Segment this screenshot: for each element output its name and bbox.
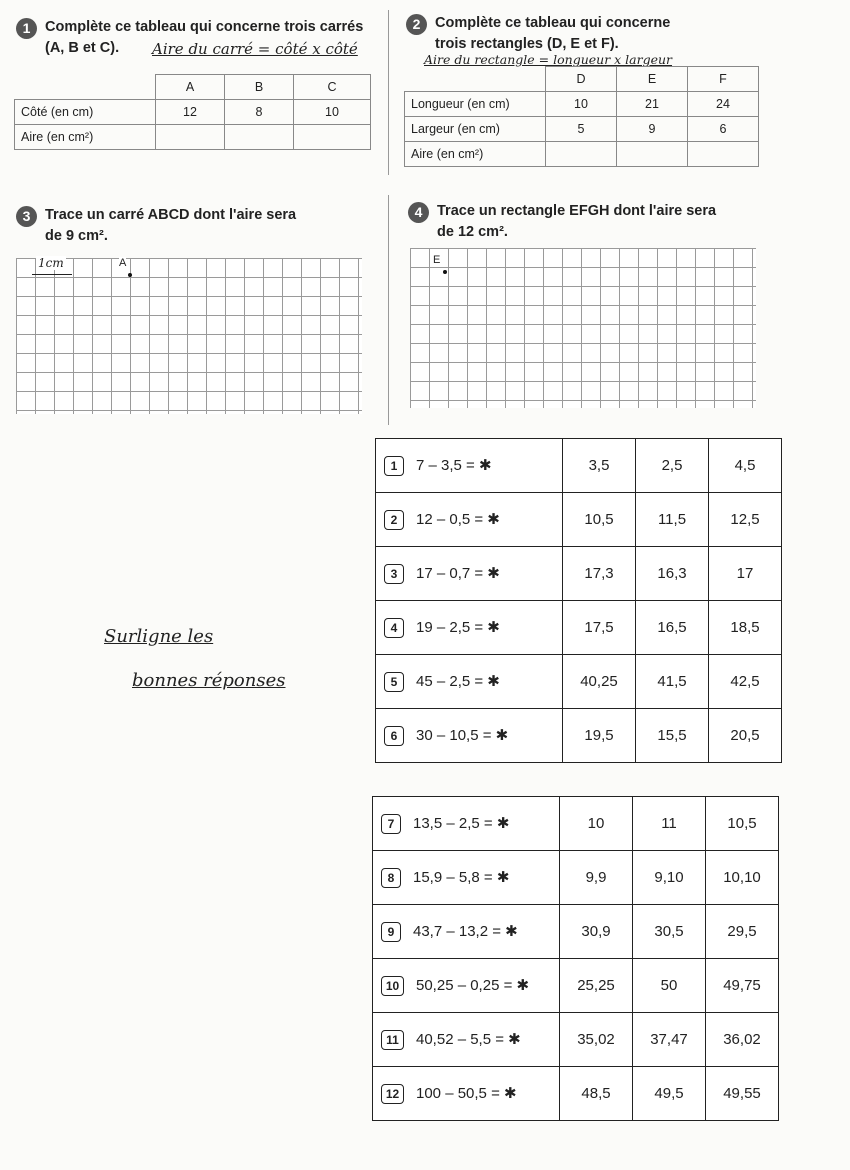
ex3-drawing-grid[interactable] (16, 258, 362, 414)
quiz-number-box: 5 (384, 672, 404, 692)
quiz-answer-choice[interactable]: 37,47 (633, 1013, 706, 1067)
quiz-answer-choice[interactable]: 42,5 (709, 655, 782, 709)
ex2-answer-cell[interactable] (688, 142, 759, 167)
ex3-title (16, 206, 376, 245)
ex4-title-line2: de 12 cm². (437, 224, 508, 240)
quiz-answer-choice[interactable]: 9,10 (633, 851, 706, 905)
quiz-answer-choice[interactable]: 25,25 (560, 959, 633, 1013)
quiz-answer-choice[interactable]: 15,5 (636, 709, 709, 763)
ex2-number-badge: 2 (406, 14, 427, 35)
quiz-row (376, 493, 782, 547)
quiz-expression: 30 – 10,5 = ✱ (416, 726, 509, 744)
quiz-expression-cell (373, 959, 560, 1013)
ex2-col-header: F (688, 67, 759, 92)
ex2-table (404, 66, 759, 167)
quiz-expression-cell (373, 797, 560, 851)
ex3-point-label: A (119, 257, 127, 269)
quiz-expression-cell (376, 709, 563, 763)
ex2-cell: 6 (688, 117, 759, 142)
quiz-row (376, 547, 782, 601)
ex1-answer-cell[interactable] (156, 125, 225, 150)
quiz-expression-cell (376, 493, 563, 547)
quiz-answer-choice[interactable]: 48,5 (560, 1067, 633, 1121)
quiz-row (376, 709, 782, 763)
quiz-expression-cell (376, 655, 563, 709)
quiz-answer-choice[interactable]: 17 (709, 547, 782, 601)
quiz-expression: 45 – 2,5 = ✱ (416, 672, 500, 690)
quiz-answer-choice[interactable]: 30,9 (560, 905, 633, 959)
quiz-table-bottom (372, 796, 779, 1121)
instruction-line2: bonnes réponses (132, 670, 286, 691)
quiz-row (373, 905, 779, 959)
quiz-answer-choice[interactable]: 17,5 (563, 601, 636, 655)
ex1-row-label: Côté (en cm) (15, 100, 156, 125)
ex2-answer-cell[interactable] (546, 142, 617, 167)
quiz-answer-choice[interactable]: 10 (560, 797, 633, 851)
quiz-answer-choice[interactable]: 10,10 (706, 851, 779, 905)
quiz-answer-choice[interactable]: 49,5 (633, 1067, 706, 1121)
quiz-row (373, 959, 779, 1013)
ex4-title (408, 202, 748, 241)
quiz-expression: 15,9 – 5,8 = ✱ (413, 868, 510, 886)
quiz-answer-choice[interactable]: 12,5 (709, 493, 782, 547)
ex1-title-line1: Complète ce tableau qui concerne trois carrés (45, 19, 364, 35)
ex2-title-line2: trois rectangles (D, E et F). (435, 36, 619, 52)
ex2-cell: 5 (546, 117, 617, 142)
ex1-answer-cell[interactable] (225, 125, 294, 150)
quiz-table-top (375, 438, 782, 763)
ex1-row-label: Aire (en cm²) (15, 125, 156, 150)
quiz-row (373, 797, 779, 851)
ex2-row-label: Largeur (en cm) (405, 117, 546, 142)
quiz-expression-cell (376, 547, 563, 601)
ex2-row-label: Longueur (en cm) (405, 92, 546, 117)
quiz-number-box: 3 (384, 564, 404, 584)
quiz-answer-choice[interactable]: 20,5 (709, 709, 782, 763)
quiz-answer-choice[interactable]: 10,5 (563, 493, 636, 547)
ex2-row-label: Aire (en cm²) (405, 142, 546, 167)
quiz-number-box: 6 (384, 726, 404, 746)
quiz-answer-choice[interactable]: 9,9 (560, 851, 633, 905)
ex3-scale-bar (32, 274, 72, 275)
ex3-number-badge: 3 (16, 206, 37, 227)
quiz-row (376, 601, 782, 655)
quiz-answer-choice[interactable]: 2,5 (636, 439, 709, 493)
quiz-number-box: 8 (381, 868, 401, 888)
quiz-expression-cell (373, 851, 560, 905)
vertical-divider-top (388, 10, 389, 175)
ex2-cell: 21 (617, 92, 688, 117)
ex3-title-line2: de 9 cm². (45, 228, 108, 244)
ex2-col-header: E (617, 67, 688, 92)
ex1-number-badge: 1 (16, 18, 37, 39)
ex2-cell: 10 (546, 92, 617, 117)
quiz-number-box: 11 (381, 1030, 404, 1050)
quiz-answer-choice[interactable]: 49,75 (706, 959, 779, 1013)
quiz-answer-choice[interactable]: 41,5 (636, 655, 709, 709)
ex1-cell: 10 (294, 100, 371, 125)
quiz-row (376, 655, 782, 709)
ex2-handwritten-formula: Aire du rectangle = longueur x largeur (424, 52, 673, 67)
ex3-title-line1: Trace un carré ABCD dont l'aire sera (45, 207, 297, 223)
quiz-expression-cell (373, 1013, 560, 1067)
quiz-number-box: 12 (381, 1084, 404, 1104)
quiz-expression: 13,5 – 2,5 = ✱ (413, 814, 510, 832)
quiz-answer-choice[interactable]: 35,02 (560, 1013, 633, 1067)
quiz-answer-choice[interactable]: 16,3 (636, 547, 709, 601)
ex1-table (14, 74, 371, 150)
quiz-row (373, 1013, 779, 1067)
ex4-point-e (443, 270, 447, 274)
vertical-divider-middle (388, 195, 389, 425)
quiz-answer-choice[interactable]: 49,55 (706, 1067, 779, 1121)
quiz-answer-choice[interactable]: 11,5 (636, 493, 709, 547)
quiz-expression-cell (376, 601, 563, 655)
quiz-number-box: 4 (384, 618, 404, 638)
quiz-expression: 7 – 3,5 = ✱ (416, 456, 492, 474)
ex1-cell: 12 (156, 100, 225, 125)
quiz-answer-choice[interactable]: 10,5 (706, 797, 779, 851)
quiz-answer-choice[interactable]: 11 (633, 797, 706, 851)
quiz-expression-cell (373, 1067, 560, 1121)
ex2-cell: 24 (688, 92, 759, 117)
quiz-expression: 43,7 – 13,2 = ✱ (413, 922, 518, 940)
ex1-title-line2: (A, B et C). (45, 40, 120, 56)
instruction-line1: Surligne les (104, 626, 214, 647)
ex2-answer-cell[interactable] (617, 142, 688, 167)
quiz-expression-cell (373, 905, 560, 959)
quiz-answer-choice[interactable]: 3,5 (563, 439, 636, 493)
quiz-number-box: 2 (384, 510, 404, 530)
quiz-answer-choice[interactable]: 40,25 (563, 655, 636, 709)
ex3-scale-label: 1cm (38, 256, 64, 270)
ex1-cell: 8 (225, 100, 294, 125)
ex4-drawing-grid[interactable] (410, 248, 756, 408)
quiz-answer-choice[interactable]: 16,5 (636, 601, 709, 655)
quiz-number-box: 9 (381, 922, 401, 942)
quiz-row (373, 1067, 779, 1121)
quiz-expression: 40,52 – 5,5 = ✱ (416, 1030, 521, 1048)
quiz-answer-choice[interactable]: 18,5 (709, 601, 782, 655)
quiz-answer-choice[interactable]: 4,5 (709, 439, 782, 493)
quiz-expression: 19 – 2,5 = ✱ (416, 618, 500, 636)
ex1-col-header: A (156, 75, 225, 100)
quiz-expression: 12 – 0,5 = ✱ (416, 510, 500, 528)
ex2-title (406, 14, 736, 53)
ex2-title-line1: Complète ce tableau qui concerne (435, 15, 671, 31)
ex4-number-badge: 4 (408, 202, 429, 223)
quiz-number-box: 7 (381, 814, 401, 834)
ex1-col-header: C (294, 75, 371, 100)
quiz-answer-choice[interactable]: 30,5 (633, 905, 706, 959)
quiz-answer-choice[interactable]: 36,02 (706, 1013, 779, 1067)
ex1-handwritten-formula: Aire du carré = côté x côté (152, 40, 358, 58)
ex1-col-header: B (225, 75, 294, 100)
ex4-title-line1: Trace un rectangle EFGH dont l'aire sera (437, 203, 717, 219)
quiz-number-box: 1 (384, 456, 404, 476)
quiz-expression: 17 – 0,7 = ✱ (416, 564, 500, 582)
quiz-answer-choice[interactable]: 19,5 (563, 709, 636, 763)
quiz-expression-cell (376, 439, 563, 493)
ex2-cell: 9 (617, 117, 688, 142)
ex3-point-a (128, 273, 132, 277)
quiz-answer-choice[interactable]: 50 (633, 959, 706, 1013)
quiz-expression: 100 – 50,5 = ✱ (416, 1084, 517, 1102)
quiz-answer-choice[interactable]: 17,3 (563, 547, 636, 601)
quiz-row (373, 851, 779, 905)
quiz-number-box: 10 (381, 976, 404, 996)
ex2-col-header: D (546, 67, 617, 92)
ex4-point-label: E (433, 254, 441, 266)
quiz-answer-choice[interactable]: 29,5 (706, 905, 779, 959)
quiz-row (376, 439, 782, 493)
ex1-answer-cell[interactable] (294, 125, 371, 150)
quiz-expression: 50,25 – 0,25 = ✱ (416, 976, 530, 994)
